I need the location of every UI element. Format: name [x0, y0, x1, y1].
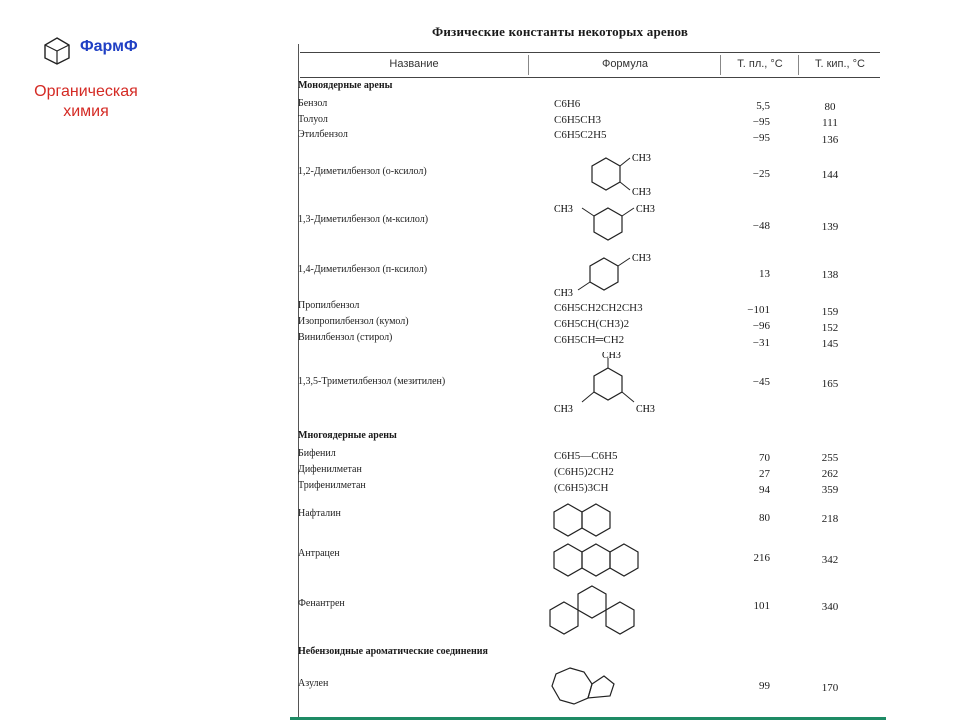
scanned-table — [290, 16, 886, 720]
row-name: Бензол — [298, 98, 328, 109]
row-bp: 144 — [821, 169, 839, 181]
row-mp: 101 — [753, 600, 770, 612]
naphthalene-structure — [550, 500, 620, 540]
row-name: Антрацен — [298, 548, 340, 559]
row-name: Винилбензол (стирол) — [298, 332, 393, 343]
row-bp: 136 — [821, 134, 839, 146]
mesitylene-structure — [552, 352, 692, 422]
p-xylene-structure — [552, 250, 672, 300]
methyl-label: CH3 — [632, 187, 651, 198]
row-mp: −25 — [752, 168, 770, 180]
row-name: Азулен — [298, 678, 329, 689]
row-formula: C6H5C2H5 — [554, 129, 607, 141]
row-mp: −101 — [747, 304, 770, 316]
anthracene-structure — [550, 540, 650, 580]
row-formula: C6H6 — [554, 98, 581, 110]
azulene-structure — [548, 664, 628, 708]
section-heading: Моноядерные арены — [298, 80, 393, 91]
row-mp: −31 — [752, 337, 770, 349]
methyl-label: CH3 — [554, 404, 573, 415]
methyl-label: CH3 — [636, 404, 655, 415]
row-name: 1,3,5-Триметилбензол (мезитилен) — [298, 376, 446, 387]
section-heading: Многоядерные арены — [298, 430, 397, 441]
methyl-label: CH3 — [554, 204, 573, 215]
methyl-label: CH3 — [632, 153, 651, 164]
row-bp: 170 — [821, 682, 839, 694]
row-formula: C6H5CH2CH2CH3 — [554, 302, 643, 314]
row-bp: 138 — [821, 269, 839, 281]
header-divider — [528, 55, 529, 75]
row-mp: 5,5 — [756, 100, 770, 112]
row-name: Изопропилбензол (кумол) — [298, 316, 409, 327]
row-bp: 255 — [821, 452, 839, 464]
row-name: Пропилбензол — [298, 300, 360, 311]
header-name: Название — [389, 58, 439, 70]
row-name: 1,2-Диметилбензол (о-ксилол) — [298, 166, 427, 177]
header-bp: Т. кип., °С — [814, 58, 866, 70]
row-bp: 80 — [824, 101, 836, 113]
row-bp: 139 — [821, 221, 839, 233]
methyl-label: CH3 — [554, 288, 573, 299]
row-mp: 99 — [759, 680, 770, 692]
row-bp: 152 — [821, 322, 839, 334]
row-mp: −95 — [752, 116, 770, 128]
subject-title: Органическая химия — [34, 83, 138, 120]
row-bp: 145 — [821, 338, 839, 350]
adamantane-logo-icon — [42, 36, 72, 66]
row-bp: 359 — [821, 484, 839, 496]
section-heading: Небензоидные ароматические соединения — [298, 646, 488, 657]
row-name: Фенантрен — [298, 598, 345, 609]
table-title: Физические константы некоторых аренов — [432, 24, 689, 39]
phenanthrene-structure — [548, 582, 638, 638]
header-formula: Формула — [601, 58, 649, 70]
row-mp: 70 — [759, 452, 770, 464]
row-name: Этилбензол — [298, 129, 348, 140]
row-formula: (C6H5)2CH2 — [554, 466, 614, 478]
row-mp: −96 — [752, 320, 770, 332]
row-name: 1,3-Диметилбензол (м-ксилол) — [298, 214, 429, 225]
row-bp: 342 — [821, 554, 839, 566]
row-bp: 111 — [822, 117, 838, 129]
row-name: Нафталин — [298, 508, 341, 519]
row-mp: 216 — [753, 552, 770, 564]
methyl-label: CH3 — [636, 204, 655, 215]
m-xylene-structure — [552, 202, 692, 246]
row-mp: 94 — [759, 484, 770, 496]
row-bp: 159 — [821, 306, 839, 318]
row-name: Толуол — [298, 114, 328, 125]
row-bp: 165 — [821, 378, 839, 390]
row-formula: (C6H5)3CH — [554, 482, 609, 494]
row-mp: 13 — [759, 268, 770, 280]
row-mp: 80 — [759, 512, 770, 524]
row-mp: −48 — [752, 220, 770, 232]
row-mp: 27 — [759, 468, 770, 480]
row-bp: 340 — [821, 601, 839, 613]
row-mp: −45 — [752, 376, 770, 388]
row-name: Бифенил — [298, 448, 336, 459]
row-formula: C6H5CH═CH2 — [554, 334, 625, 346]
header-mp: Т. пл., °С — [737, 58, 783, 70]
methyl-label: CH3 — [632, 253, 651, 264]
row-bp: 262 — [821, 468, 839, 480]
row-bp: 218 — [821, 513, 839, 525]
row-name: Дифенилметан — [298, 464, 362, 475]
row-formula: C6H5—C6H5 — [554, 450, 618, 462]
methyl-label: CH3 — [602, 352, 621, 361]
header-divider — [720, 55, 721, 75]
brand-name: ФармФ — [80, 38, 138, 55]
row-formula: C6H5CH(CH3)2 — [554, 318, 630, 330]
row-name: 1,4-Диметилбензол (п-ксилол) — [298, 264, 428, 275]
header-divider — [798, 55, 799, 75]
row-formula: C6H5CH3 — [554, 114, 602, 126]
o-xylene-structure — [586, 150, 666, 200]
row-name: Трифенилметан — [298, 480, 366, 491]
row-mp: −95 — [752, 132, 770, 144]
table-header — [300, 52, 880, 78]
